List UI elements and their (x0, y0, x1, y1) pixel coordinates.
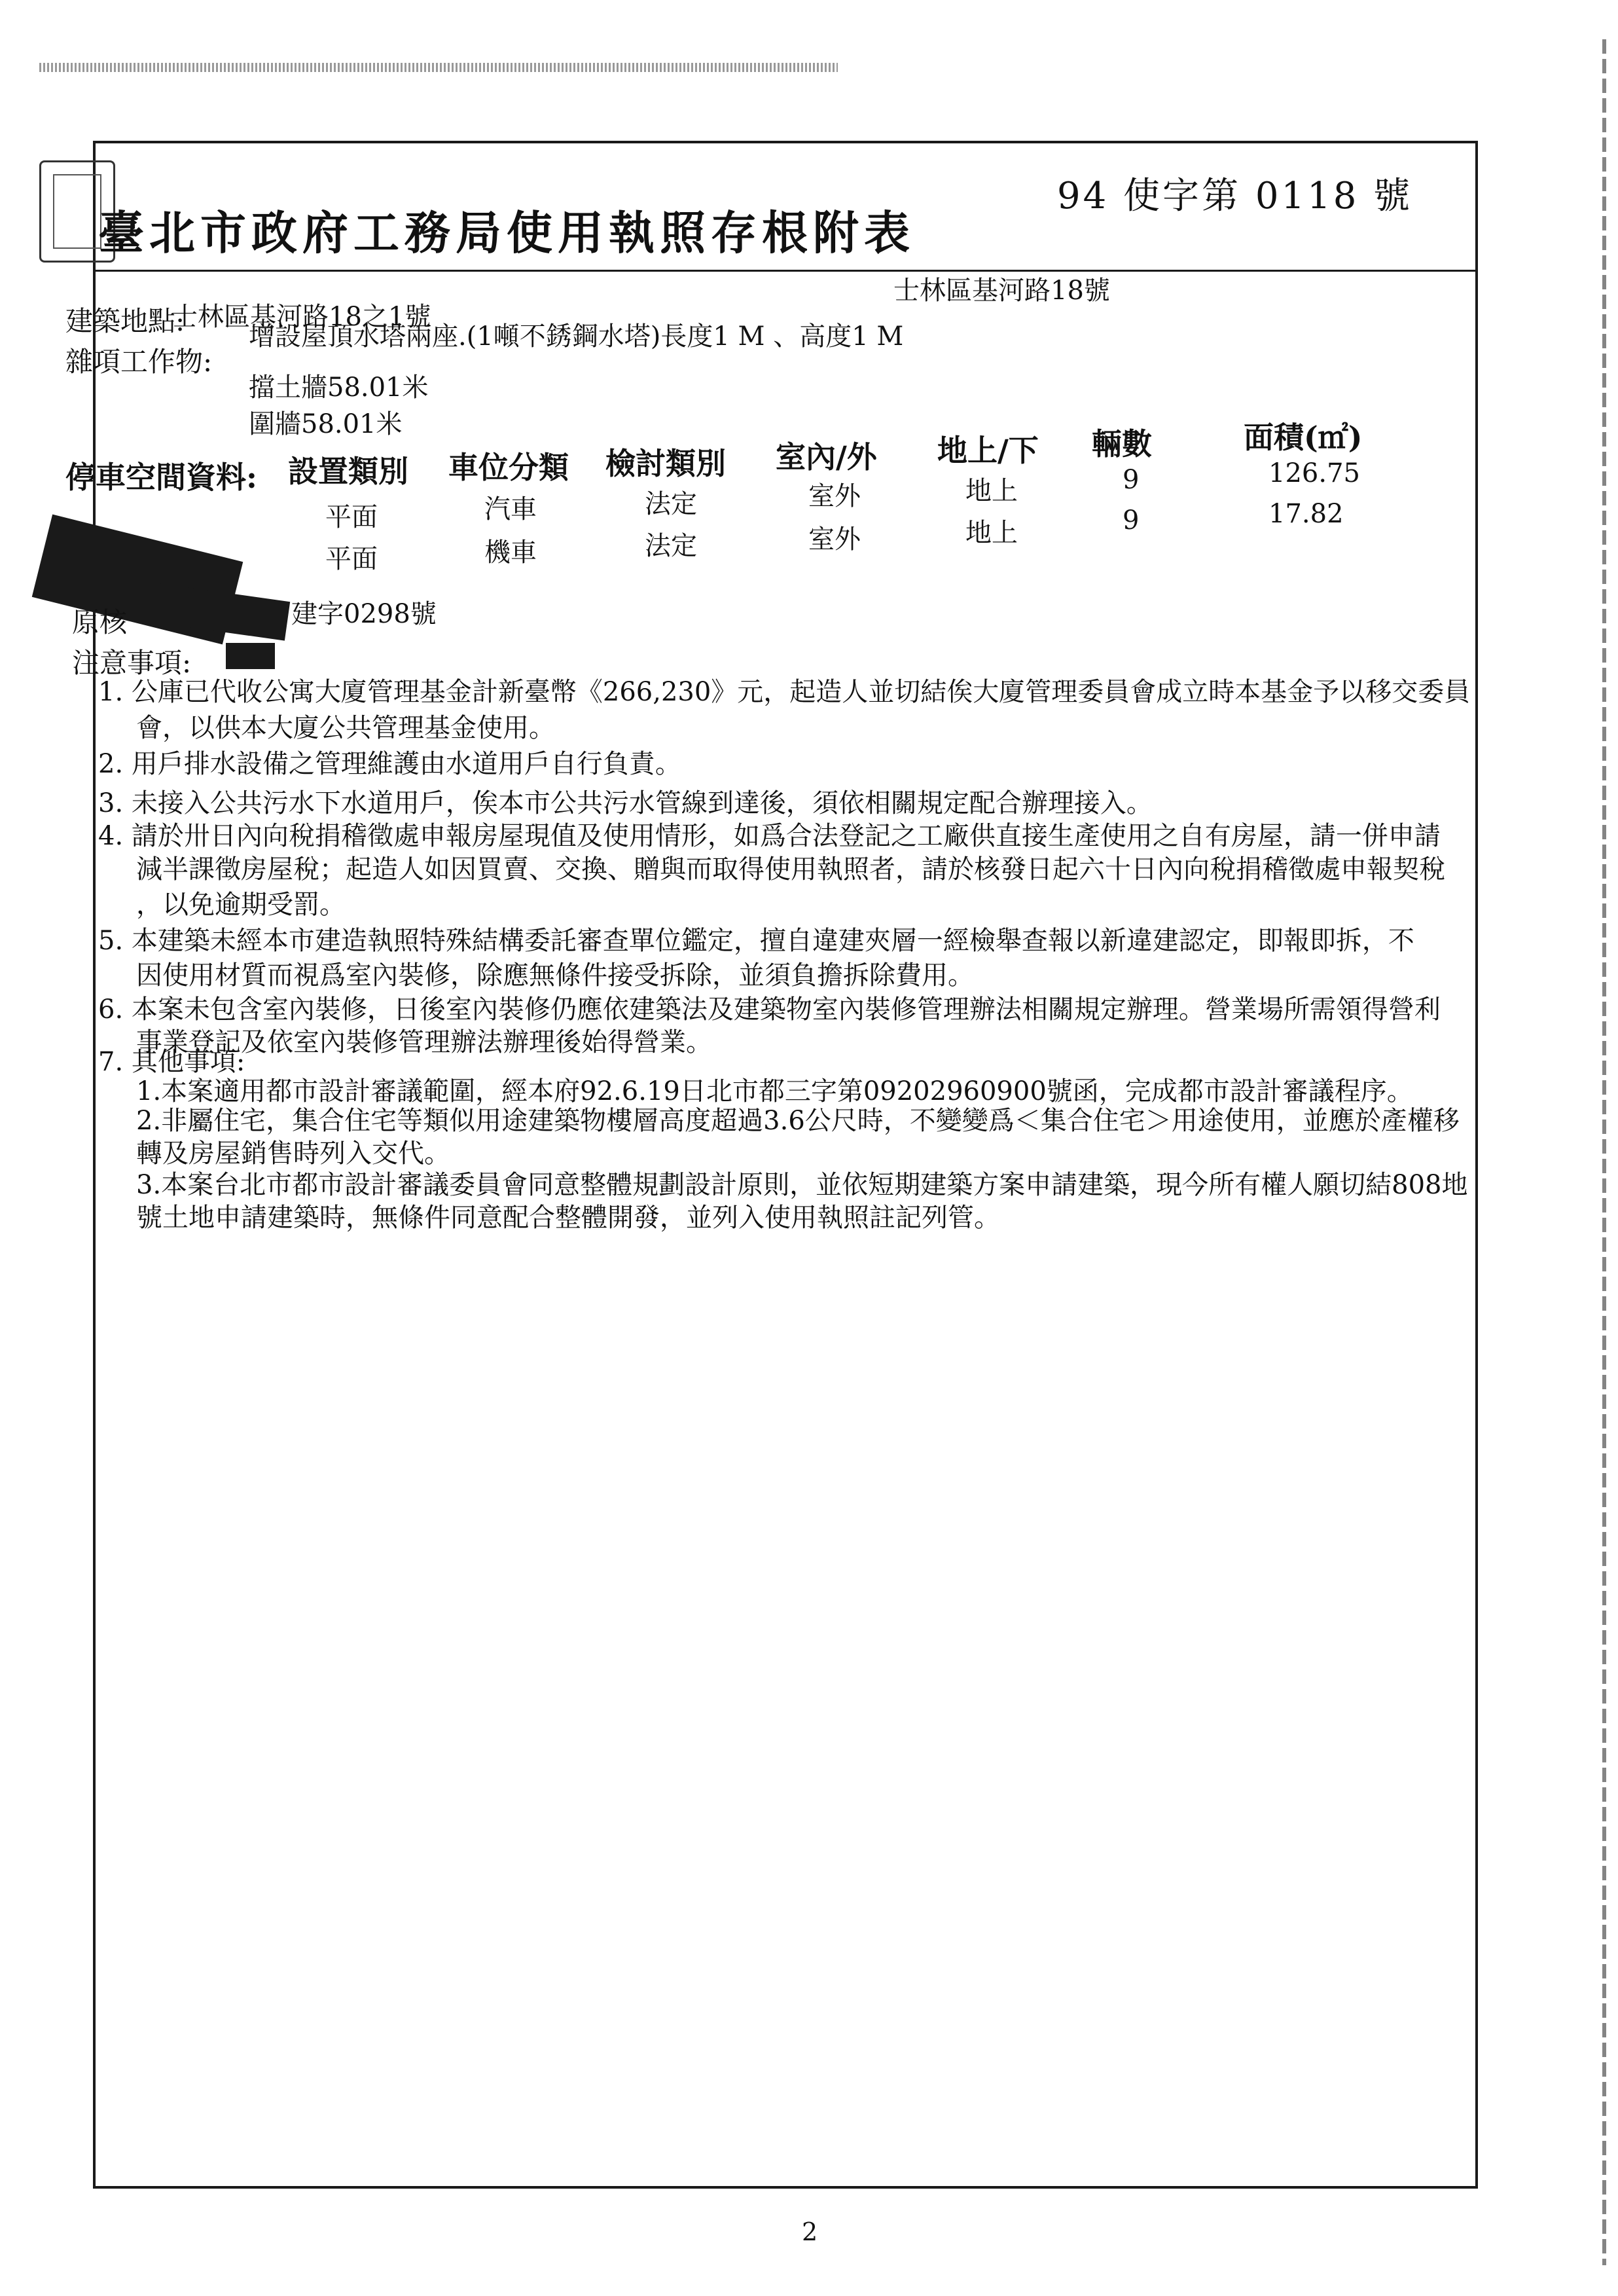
parking-cell: 9 (1123, 505, 1140, 536)
note-line: 2.非屬住宅，集合住宅等類似用途建築物樓層高度超過3.6公尺時，不變變爲＜集合住宅＞用途使用，並應於產權移 (136, 1106, 1460, 1136)
note-line: 1. 公庫已代收公寓大廈管理基金計新臺幣《266,230》元，起造人並切結俟大廈管理委員會成立時本基金予以移交委員 (98, 677, 1471, 707)
parking-cell: 平面 (325, 502, 378, 532)
parking-label: 停車空間資料: (65, 460, 257, 495)
note-line: 6. 本案未包含室內裝修，日後室內裝修仍應依建築法及建築物室內裝修管理辦法相關規定辦理。營業場所需領得營利 (98, 994, 1441, 1025)
note-line: 轉及房屋銷售時列入交代。 (136, 1139, 450, 1169)
misc-works-line: 擋土牆58.01米 (249, 373, 429, 403)
address-right: 士林區基河路18號 (893, 276, 1110, 306)
parking-cell: 室外 (808, 481, 861, 511)
scan-artifact-top (39, 63, 838, 72)
original-permit-label: 原核 (72, 606, 128, 638)
building-address-label: 建築地點: (65, 305, 185, 337)
note-line: 3.本案台北市都市設計審議委員會同意整體規劃設計原則，並依短期建築方案申請建築，現今所有權人願切結808地 (136, 1170, 1468, 1200)
misc-works-label: 雜項工作物: (65, 346, 213, 378)
page-title: 臺北市政府工務局使用執照存根附表 (98, 206, 915, 260)
parking-cell: 室外 (808, 524, 861, 555)
parking-header: 設置類別 (288, 454, 408, 489)
parking-cell: 9 (1123, 465, 1140, 495)
parking-cell: 汽車 (484, 494, 537, 524)
misc-works-line: 圍牆58.01米 (249, 409, 403, 439)
note-line: 7. 其他事項: (98, 1047, 245, 1077)
parking-cell: 地上 (965, 476, 1018, 506)
note-line: 事業登記及依室內裝修管理辦法辦理後始得營業。 (136, 1027, 712, 1057)
note-line: 1.本案適用都市設計審議範圍，經本府92.6.19日北市都三字第09202960900號函，完成都市設計審議程序。 (136, 1076, 1413, 1106)
page-number: 2 (802, 2217, 818, 2246)
parking-header: 室內/外 (776, 439, 877, 475)
parking-header: 面積(㎡) (1244, 420, 1363, 455)
misc-works-line: 增設屋頂水塔兩座.(1噸不銹鋼水塔)長度1 M 、高度1 M (249, 321, 904, 352)
parking-header: 地上/下 (937, 433, 1039, 468)
note-line: 減半課徵房屋稅；起造人如因買賣、交換、贈與而取得使用執照者，請於核發日起六十日內向稅捐稽徵處申報契稅 (136, 854, 1445, 884)
parking-cell: 126.75 (1268, 458, 1360, 488)
note-line: 2. 用戶排水設備之管理維護由水道用戶自行負責。 (98, 749, 681, 779)
note-line: 4. 請於卅日內向稅捐稽徵處申報房屋現值及使用情形，如爲合法登記之工廠供直接生產使用之自有房屋，請一併申請 (98, 821, 1441, 851)
notes-label: 注意事項: (72, 647, 192, 679)
building-address-value: 士林區基河路18之1號 (171, 302, 431, 332)
parking-cell: 法定 (645, 531, 697, 561)
parking-cell: 機車 (484, 538, 537, 568)
parking-header: 檢討類別 (605, 446, 726, 481)
note-line: 3. 未接入公共污水下水道用戶，俟本市公共污水管線到達後，須依相關規定配合辦理接入。 (98, 788, 1153, 818)
parking-header: 輛數 (1092, 426, 1152, 462)
title-divider (93, 270, 1475, 272)
note-line: ，以免逾期受罰。 (136, 890, 346, 920)
original-permit-value: 建字0298號 (291, 599, 437, 629)
parking-cell: 地上 (965, 518, 1018, 548)
note-line: 會，以供本大廈公共管理基金使用。 (136, 713, 555, 743)
note-line: 因使用材質而視爲室內裝修，除應無條件接受拆除，並須負擔拆除費用。 (136, 960, 974, 991)
document-number: 94 使字第 0118 號 (1057, 175, 1413, 217)
redaction-mark (226, 643, 275, 669)
parking-cell: 平面 (325, 544, 378, 574)
scan-artifact-right-edge (1602, 39, 1606, 2265)
parking-header: 車位分類 (448, 450, 569, 485)
parking-cell: 法定 (645, 489, 697, 519)
note-line: 號土地申請建築時，無條件同意配合整體開發，並列入使用執照註記列管。 (136, 1203, 1000, 1233)
parking-cell: 17.82 (1268, 499, 1344, 529)
note-line: 5. 本建築未經本市建造執照特殊結構委託審查單位鑑定，擅自違建夾層一經檢舉查報以新違建認定，即報即拆，不 (98, 926, 1414, 956)
